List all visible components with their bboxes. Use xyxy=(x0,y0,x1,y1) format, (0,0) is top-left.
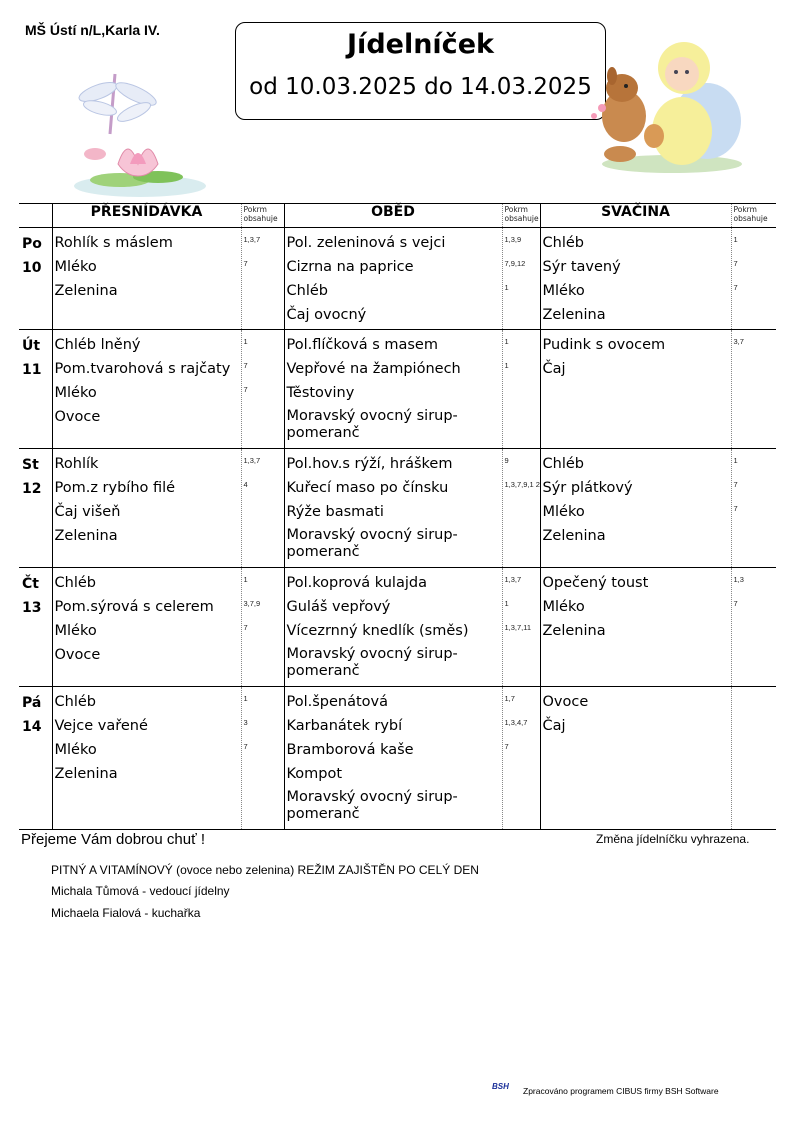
allergen-codes: 1 xyxy=(733,235,738,244)
breakfast-header: PŘESNÍDÁVKA xyxy=(52,204,241,228)
allergen-codes: 1,3,7 xyxy=(504,575,522,584)
lunch-item: Pol.špenátová xyxy=(286,694,389,710)
snack-item: Čaj xyxy=(542,718,566,734)
breakfast-item: Ovoce xyxy=(54,409,101,425)
breakfast-cell xyxy=(52,568,241,687)
lunch-allergen-cell xyxy=(502,228,540,330)
breakfast-item: Chléb lněný xyxy=(54,337,141,353)
school-name: MŠ Ústí n/L,Karla IV. xyxy=(25,22,160,38)
allergen-codes: 1 xyxy=(733,456,738,465)
footer-credit: Zpracováno programem CIBUS firmy BSH Software xyxy=(523,1086,719,1096)
snack-allergen-cell xyxy=(731,568,776,687)
snack-allergen-cell xyxy=(731,228,776,330)
date-range: od 10.03.2025 do 14.03.2025 xyxy=(249,74,592,100)
lunch-item: Vícezrnný knedlík (směs) xyxy=(286,623,469,639)
allergen-codes: 1 xyxy=(504,283,509,292)
allergen-codes: 7 xyxy=(243,742,248,751)
breakfast-item: Chléb xyxy=(54,575,96,591)
lunch-item: Chléb xyxy=(286,283,328,299)
day-abbr: Čt xyxy=(22,576,39,592)
allergen-codes: 7 xyxy=(243,385,248,394)
allergen-codes: 1,3 xyxy=(733,575,744,584)
day-abbr: St xyxy=(22,457,39,473)
allergen-codes: 1 xyxy=(243,575,248,584)
allergen-codes: 1,3,4,7 xyxy=(504,718,528,727)
day-abbr: Po xyxy=(22,236,42,252)
snack-cell xyxy=(540,687,731,830)
lunch-item: Pol.koprová kulajda xyxy=(286,575,427,591)
breakfast-item: Zelenina xyxy=(54,528,118,544)
breakfast-cell xyxy=(52,330,241,449)
day-cell xyxy=(19,228,52,330)
page-title: Jídelníček xyxy=(347,29,494,60)
staff-manager: Michala Tůmová - vedoucí jídelny xyxy=(51,884,230,898)
lunch-item: Čaj ovocný xyxy=(286,307,367,323)
lunch-item: Moravský ovocný sirup-pomeranč xyxy=(286,527,458,560)
allergen-codes: 1 xyxy=(504,361,509,370)
allergen-codes: 7 xyxy=(733,504,738,513)
lunch-item: Guláš vepřový xyxy=(286,599,391,615)
lunch-item: Těstoviny xyxy=(286,385,355,401)
lunch-item: Vepřové na žampiónech xyxy=(286,361,461,377)
lunch-cell xyxy=(284,687,502,830)
allergen-codes: 1,3,9 xyxy=(504,235,522,244)
lunch-item: Kuřecí maso po čínsku xyxy=(286,480,449,496)
breakfast-cell xyxy=(52,449,241,568)
day-row xyxy=(19,228,776,330)
change-note: Změna jídelníčku vyhrazena. xyxy=(596,832,750,846)
allergen-codes: 1,3,7 xyxy=(243,456,261,465)
snack-item: Chléb xyxy=(542,456,584,472)
allergen-codes: 1 xyxy=(504,599,509,608)
snack-item: Zelenina xyxy=(542,528,606,544)
breakfast-item: Rohlík xyxy=(54,456,99,472)
snack-item: Čaj xyxy=(542,361,566,377)
staff-cook: Michaela Fialová - kuchařka xyxy=(51,906,201,920)
allergen-codes: 7 xyxy=(243,361,248,370)
allergen-codes: 7,9,12 xyxy=(504,259,526,268)
breakfast-allergen-cell xyxy=(241,449,284,568)
lunch-item: Pol.flíčková s masem xyxy=(286,337,438,353)
lunch-cell xyxy=(284,449,502,568)
lunch-cell xyxy=(284,228,502,330)
day-cell xyxy=(19,330,52,449)
day-row xyxy=(19,330,776,449)
snack-cell xyxy=(540,228,731,330)
allergen-codes: 3 xyxy=(243,718,248,727)
lunch-allergen-cell xyxy=(502,687,540,830)
lunch-allergen-cell xyxy=(502,568,540,687)
allergen-codes: 4 xyxy=(243,480,248,489)
snack-allergen-cell xyxy=(731,449,776,568)
breakfast-item: Mléko xyxy=(54,623,97,639)
wish-text: Přejeme Vám dobrou chuť ! xyxy=(21,831,206,848)
breakfast-allergen-header: Pokrm obsahuje xyxy=(241,204,284,228)
day-number: 11 xyxy=(22,362,42,378)
day-row xyxy=(19,568,776,687)
lunch-allergen-cell xyxy=(502,330,540,449)
breakfast-cell xyxy=(52,228,241,330)
dragonfly-lotus-illustration xyxy=(70,64,210,199)
lunch-item: Moravský ovocný sirup-pomeranč xyxy=(286,789,458,822)
allergen-codes: 1,7 xyxy=(504,694,515,703)
snack-item: Opečený toust xyxy=(542,575,649,591)
snack-item: Chléb xyxy=(542,235,584,251)
snack-item: Sýr plátkový xyxy=(542,480,633,496)
allergen-codes: 7 xyxy=(243,259,248,268)
lunch-allergen-cell xyxy=(502,449,540,568)
allergen-codes: 3,7 xyxy=(733,337,744,346)
snack-allergen-cell xyxy=(731,687,776,830)
allergen-codes: 1 xyxy=(243,337,248,346)
lunch-header: OBĚD xyxy=(284,204,502,228)
snack-allergen-cell xyxy=(731,330,776,449)
day-row xyxy=(19,687,776,830)
day-cell xyxy=(19,449,52,568)
allergen-codes: 1,3,7,9,1 2 xyxy=(504,480,540,489)
day-row xyxy=(19,449,776,568)
allergen-codes: 7 xyxy=(733,480,738,489)
breakfast-allergen-cell xyxy=(241,228,284,330)
day-number: 10 xyxy=(22,260,42,276)
allergen-codes: 9 xyxy=(504,456,509,465)
snack-cell xyxy=(540,568,731,687)
breakfast-item: Vejce vařené xyxy=(54,718,148,734)
allergen-codes: 7 xyxy=(243,623,248,632)
snack-item: Pudink s ovocem xyxy=(542,337,666,353)
breakfast-allergen-cell xyxy=(241,687,284,830)
breakfast-item: Pom.z rybího filé xyxy=(54,480,176,496)
allergen-codes: 7 xyxy=(733,283,738,292)
allergen-codes: 1,3,7 xyxy=(243,235,261,244)
day-number: 13 xyxy=(22,600,42,616)
allergen-codes: 7 xyxy=(504,742,509,751)
snack-header: SVAČINA xyxy=(540,204,731,228)
breakfast-item: Čaj višeň xyxy=(54,504,121,520)
breakfast-item: Mléko xyxy=(54,385,97,401)
breakfast-item: Mléko xyxy=(54,259,97,275)
lunch-cell xyxy=(284,330,502,449)
breakfast-item: Ovoce xyxy=(54,647,101,663)
menu-table xyxy=(19,203,776,830)
breakfast-item: Zelenina xyxy=(54,766,118,782)
baby-with-deer-illustration xyxy=(582,36,747,176)
allergen-codes: 1 xyxy=(504,337,509,346)
breakfast-item: Mléko xyxy=(54,742,97,758)
lunch-item: Bramborová kaše xyxy=(286,742,414,758)
allergen-codes: 1 xyxy=(243,694,248,703)
day-cell xyxy=(19,687,52,830)
breakfast-item: Rohlík s máslem xyxy=(54,235,173,251)
breakfast-item: Chléb xyxy=(54,694,96,710)
snack-cell xyxy=(540,330,731,449)
breakfast-allergen-cell xyxy=(241,330,284,449)
breakfast-allergen-cell xyxy=(241,568,284,687)
lunch-item: Kompot xyxy=(286,766,343,782)
breakfast-cell xyxy=(52,687,241,830)
snack-item: Zelenina xyxy=(542,623,606,639)
allergen-codes: 7 xyxy=(733,259,738,268)
lunch-item: Pol. zeleninová s vejci xyxy=(286,235,446,251)
lunch-allergen-header: Pokrm obsahuje xyxy=(502,204,540,228)
snack-allergen-header: Pokrm obsahuje xyxy=(731,204,776,228)
drinking-regime-note: PITNÝ A VITAMÍNOVÝ (ovoce nebo zelenina) REŽIM ZAJIŠTĚN PO CELÝ DEN xyxy=(51,863,479,877)
allergen-codes: 3,7,9 xyxy=(243,599,261,608)
day-header xyxy=(19,204,52,228)
lunch-cell xyxy=(284,568,502,687)
snack-item: Mléko xyxy=(542,504,585,520)
breakfast-item: Zelenina xyxy=(54,283,118,299)
lunch-item: Karbanátek rybí xyxy=(286,718,403,734)
lunch-item: Pol.hov.s rýží, hráškem xyxy=(286,456,453,472)
bsh-logo: BSH xyxy=(492,1082,509,1091)
lunch-item: Cizrna na paprice xyxy=(286,259,414,275)
breakfast-item: Pom.sýrová s celerem xyxy=(54,599,214,615)
lunch-item: Moravský ovocný sirup-pomeranč xyxy=(286,646,458,679)
snack-item: Mléko xyxy=(542,599,585,615)
day-number: 12 xyxy=(22,481,42,497)
title-box xyxy=(235,22,606,120)
header-row xyxy=(19,204,776,228)
breakfast-item: Pom.tvarohová s rajčaty xyxy=(54,361,231,377)
snack-cell xyxy=(540,449,731,568)
lunch-item: Moravský ovocný sirup-pomeranč xyxy=(286,408,458,441)
day-number: 14 xyxy=(22,719,42,735)
snack-item: Ovoce xyxy=(542,694,589,710)
snack-item: Zelenina xyxy=(542,307,606,323)
snack-item: Sýr tavený xyxy=(542,259,621,275)
day-abbr: Út xyxy=(22,338,41,354)
allergen-codes: 7 xyxy=(733,599,738,608)
snack-item: Mléko xyxy=(542,283,585,299)
lunch-item: Rýže basmati xyxy=(286,504,384,520)
day-cell xyxy=(19,568,52,687)
allergen-codes: 1,3,7,11 xyxy=(504,623,532,632)
day-abbr: Pá xyxy=(22,695,42,711)
